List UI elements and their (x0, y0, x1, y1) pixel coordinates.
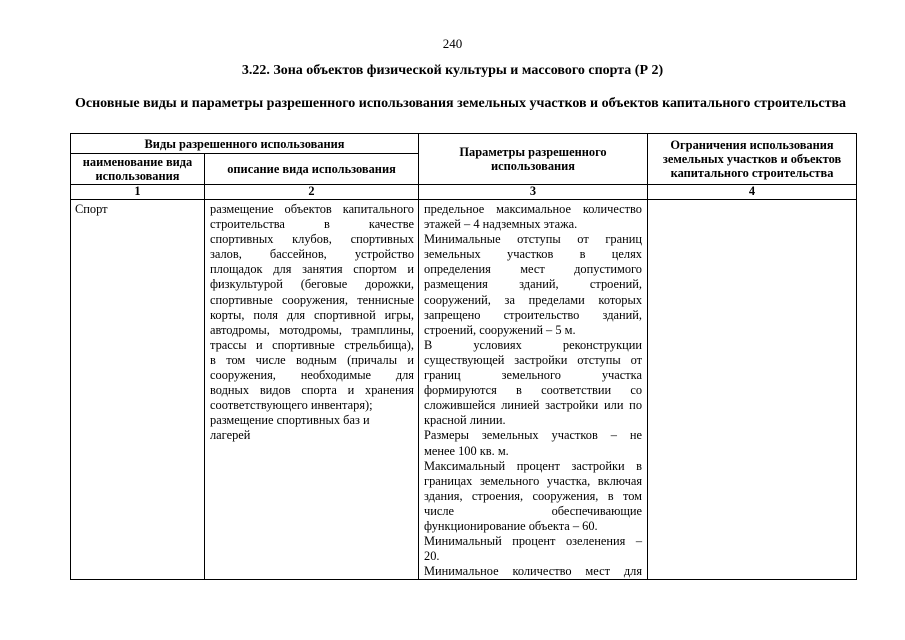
parameter-line: Минимальное количество мест для (424, 564, 643, 579)
column-number-1: 1 (71, 185, 205, 200)
header-description: описание вида использования (205, 154, 419, 185)
parameter-line: Минимальные отступы от границ (424, 232, 643, 247)
parameter-line: В условиях реконструкции (424, 337, 643, 352)
description-line: залов, бассейнов, устройство (210, 247, 415, 262)
use-name-cell: Спорт (71, 200, 205, 580)
description-line: размещение объектов капитального (210, 202, 415, 216)
parameter-line: здания, строения, сооружения, в том (424, 488, 643, 503)
parameter-line: менее 100 кв. м. (424, 443, 509, 458)
description-line: спортивных клубов, спортивных (210, 232, 415, 247)
parameter-line: определения мест допустимого (424, 262, 643, 277)
parameter-line: этажей – 4 надземных этажа. (424, 217, 578, 232)
parameter-line: сооружений, за пределами которых (424, 292, 643, 307)
description-line: лагерей (210, 428, 251, 443)
header-use-types: Виды разрешенного использования (71, 134, 419, 154)
table-caption: Основные виды и параметры разрешенного использования земельных участков и объектов капитального строительства (75, 96, 847, 111)
parameter-line: числе обеспечивающие (424, 503, 643, 518)
parameter-line: формируются в соответствии со (424, 383, 643, 398)
parameter-line: запрещено строительство зданий, (424, 307, 643, 322)
description-line: автодромы, мотодромы, трамплины, (210, 322, 415, 337)
parameter-line: земельных участков в целях (424, 247, 643, 262)
section-title: 3.22. Зона объектов физической культуры и массового спорта (Р 2) (241, 63, 664, 78)
header-name: наименование вида использования (71, 154, 205, 185)
parameter-line: красной линии. (424, 413, 506, 428)
parameter-line: размещения зданий, строений, (424, 277, 643, 292)
header-restrictions: Ограничения использования земельных участков и объектов капитального строительства (648, 134, 857, 185)
column-number-3: 3 (419, 185, 648, 200)
description-line: соответствующего инвентаря); (210, 398, 373, 413)
description-line: корты, поля для спортивной игры, (210, 307, 415, 322)
description-line: трассы и спортивные стрельбища), (210, 337, 415, 352)
parameters-cell (419, 200, 648, 580)
page-number: 240 (442, 36, 463, 51)
parameter-line: существующей застройки отступы от (424, 352, 643, 367)
description-line: в том числе водным (причалы и (210, 352, 415, 367)
use-description-cell (205, 200, 419, 580)
column-number-4: 4 (648, 185, 857, 200)
description-line: спортивные сооружения, теннисные (210, 292, 415, 307)
header-parameters-text: Параметры разрешенного использования (459, 145, 607, 173)
description-line: размещение спортивных баз и (210, 413, 370, 428)
column-number-2: 2 (205, 185, 419, 200)
parameter-line: Размеры земельных участков – не (424, 428, 643, 443)
restrictions-cell (648, 200, 857, 580)
description-line: площадок для занятия спортом и (210, 262, 415, 277)
parameter-line: 20. (424, 549, 440, 564)
header-parameters (419, 134, 648, 185)
land-use-table (70, 133, 857, 580)
parameter-line: границ земельного участка (424, 368, 643, 383)
description-line: сооружения, необходимые для (210, 368, 415, 383)
description-line: физкультурой (беговые дорожки, (210, 277, 415, 292)
parameter-line: Минимальный процент озеленения – (424, 534, 643, 549)
parameter-line: строений, сооружений – 5 м. (424, 322, 576, 337)
parameter-line: функционирование объекта – 60. (424, 518, 598, 533)
parameter-line: предельное максимальное количество (424, 202, 643, 216)
parameter-line: границах земельного участка, включая (424, 473, 643, 488)
description-line: строительства в качестве (210, 217, 415, 232)
parameter-line: сложившейся линией застройки или по (424, 398, 643, 413)
description-line: водных видов спорта и хранения (210, 383, 415, 398)
parameter-line: Максимальный процент застройки в (424, 458, 643, 473)
